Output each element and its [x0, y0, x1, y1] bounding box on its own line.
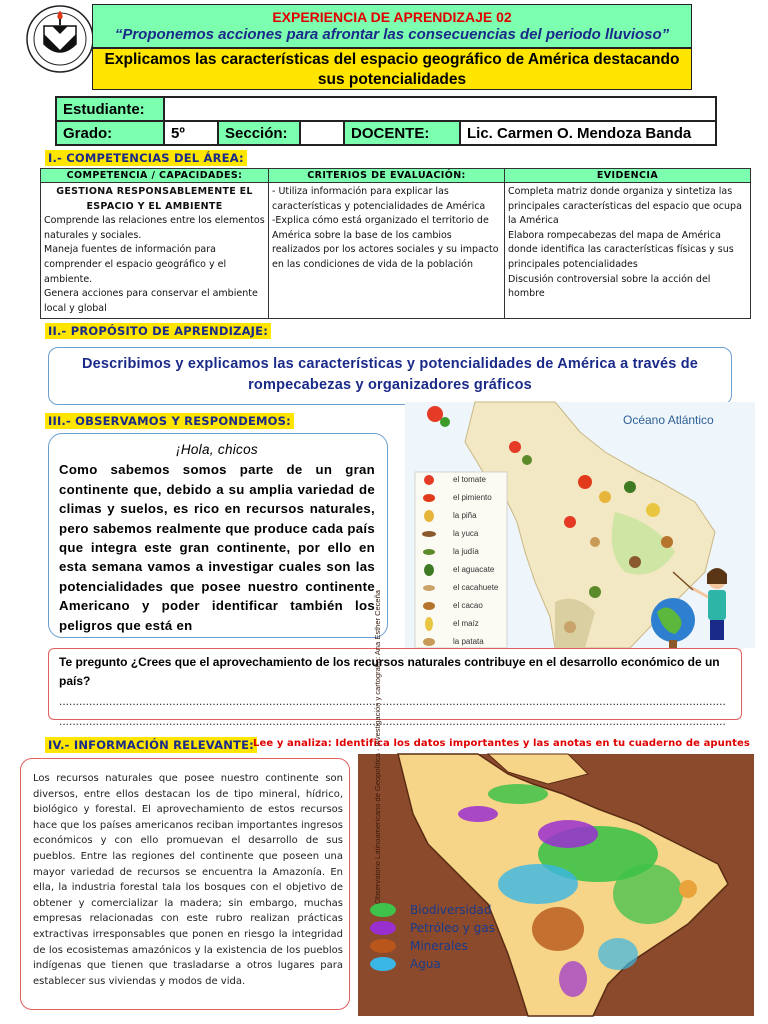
competencia-title: GESTIONA RESPONSABLEMENTE EL ESPACIO Y EL AMBIENTE	[56, 186, 253, 212]
header-competencia: COMPETENCIA / CAPACIDADES:	[41, 169, 269, 183]
legend-item: la piña	[453, 511, 477, 520]
legend-item: el maíz	[453, 619, 479, 628]
legend-item: el cacahuete	[453, 583, 499, 592]
section-field[interactable]	[300, 121, 344, 145]
legend-label: Agua	[410, 957, 441, 971]
legend-swatch-petroleo	[370, 921, 396, 935]
answer-line[interactable]: ........................................................................................................................................................................................................	[59, 694, 726, 708]
greeting-text: ¡Hola, chicos	[176, 442, 258, 457]
answer-line[interactable]: ........................................................................................................................................................................................................	[59, 714, 726, 728]
competencia-item: Genera acciones para conservar el ambiente local y global	[44, 288, 258, 314]
legend-swatch-minerales	[370, 939, 396, 953]
info-text-box	[20, 758, 350, 1010]
legend-item: el cacao	[453, 601, 483, 610]
purpose-box	[48, 347, 732, 405]
section-label: Sección:	[218, 121, 300, 145]
crops-map	[405, 402, 755, 648]
evidencia-item: Discusión controversial sobre la acción del hombre	[508, 273, 711, 300]
competencies-table	[40, 168, 751, 319]
legend-item: el tomate	[453, 475, 486, 484]
legend-swatch-biodiversidad	[370, 903, 396, 917]
section2-title: II.- PROPÓSITO DE APRENDIZAJE:	[45, 323, 271, 339]
legend-item: la patata	[453, 637, 484, 646]
speech-bubble	[48, 433, 388, 638]
legend-item: el pimiento	[453, 493, 492, 502]
student-label: Estudiante:	[56, 97, 164, 121]
criterio-item: -Explica cómo está organizado el territorio de América sobre la base de los cambios realizados por los actores sociales y su impacto en las condiciones de vida de la población	[272, 215, 499, 270]
grade-label: Grado:	[56, 121, 164, 145]
school-logo	[14, 4, 104, 74]
student-info-table	[55, 96, 717, 146]
legend-label: Biodiversidad	[410, 903, 492, 917]
legend-label: Petróleo y gas	[410, 921, 495, 935]
question-box	[48, 648, 742, 728]
speech-text: Como sabemos somos parte de un gran continente que, debido a su amplia variedad de climas y suelos, es rico en recursos naturales, pero sabemos realmente que produce cada país que integra este gran continente, por ello en esta semana vamos a investigar cuales son las potencialidades que posee nuestro continente Americano y poder identificar también los peligros que está en	[59, 462, 375, 633]
section4-instruction: Lee y analiza: Identifica los datos importantes y las anotas en tu cuaderno de apuntes	[253, 738, 750, 749]
legend-label: Minerales	[410, 939, 468, 953]
theme-text: Explicamos las características del espacio geográfico de América destacando sus potencialidades	[104, 51, 680, 88]
question-text: Te pregunto ¿Crees que el aprovechamiento de los recursos naturales contribuye en el desarrollo económico de un país?	[59, 655, 720, 688]
section4-title: IV.- INFORMACIÓN RELEVANTE:	[45, 737, 257, 753]
purpose-text: Describimos y explicamos las características y potencialidades de América a través de rompecabezas y organizadores gráficos	[81, 356, 699, 393]
legend-item: la yuca	[453, 529, 479, 538]
section1-title: I.- COMPETENCIAS DEL ÁREA:	[45, 150, 247, 166]
teacher-value: Lic. Carmen O. Mendoza Banda	[460, 121, 716, 145]
info-text: Los recursos naturales que posee nuestro continente son diversos, entre ellos destacan los de tipo mineral, hídrico, biológico y forestal. El aprovechamiento de estos recursos hace que los países americanos reciban importantes ingresos económicos y con ello promuevan el desarrollo de sus pueblos. Entre las regiones del continente que poseen una mayor variedad de recursos se encuentra la Amazonía. En ella, la industria forestal tala los bosques con el objetivo de obtener y comercializar la madera; sin embargo, muchas empresas relacionadas con este rubro realizan prácticas extractivas irresponsables que ponen en riesgo la integridad de los ecosistemas amazónicos y la existencia de los pueblos indígenas que tienen que trasladarse a otros lugares para establecer sus viviendas y modos de vida.	[33, 773, 343, 987]
competencia-cell	[41, 183, 269, 319]
theme-box	[92, 48, 692, 90]
competencia-item: Comprende las relaciones entre los elementos naturales y sociales.	[44, 215, 265, 241]
evidencia-item: Completa matriz donde organiza y sintetiza las principales características del espacio que ocupa la América	[508, 186, 742, 227]
competencia-item: Maneja fuentes de información para comprender el espacio geográfico y el ambiente.	[44, 244, 227, 285]
evidencia-item: Elabora rompecabezas del mapa de América donde identifica las características físicas y sus principales potencialidades	[508, 229, 734, 270]
legend-item: el aguacate	[453, 565, 495, 574]
page-title: EXPERIENCIA DE APRENDIZAJE 02	[272, 9, 512, 25]
section3-title: III.- OBSERVAMOS Y RESPONDEMOS:	[45, 413, 294, 429]
page-subtitle: “Proponemos acciones para afrontar las consecuencias del periodo lluvioso”	[114, 26, 670, 43]
header-evidencia: EVIDENCIA	[505, 169, 751, 183]
legend-swatch-agua	[370, 957, 396, 971]
criterios-cell	[269, 183, 505, 319]
teacher-label: DOCENTE:	[344, 121, 460, 145]
criterio-item: - Utiliza información para explicar las características y potencialidades de América	[272, 186, 486, 212]
header-title-box	[92, 4, 692, 48]
ocean-label: Océano Atlántico	[623, 413, 714, 427]
header-criterios: CRITERIOS DE EVALUACIÓN:	[269, 169, 505, 183]
map-credit-text: Observatorio Latinoamericano de Geopolítica · Investigación y cartografía: Ana Esther Ceceña	[373, 590, 382, 904]
grade-value: 5º	[164, 121, 218, 145]
legend-item: la judía	[453, 547, 479, 556]
student-name-field[interactable]	[164, 97, 716, 121]
evidencia-cell	[505, 183, 751, 319]
